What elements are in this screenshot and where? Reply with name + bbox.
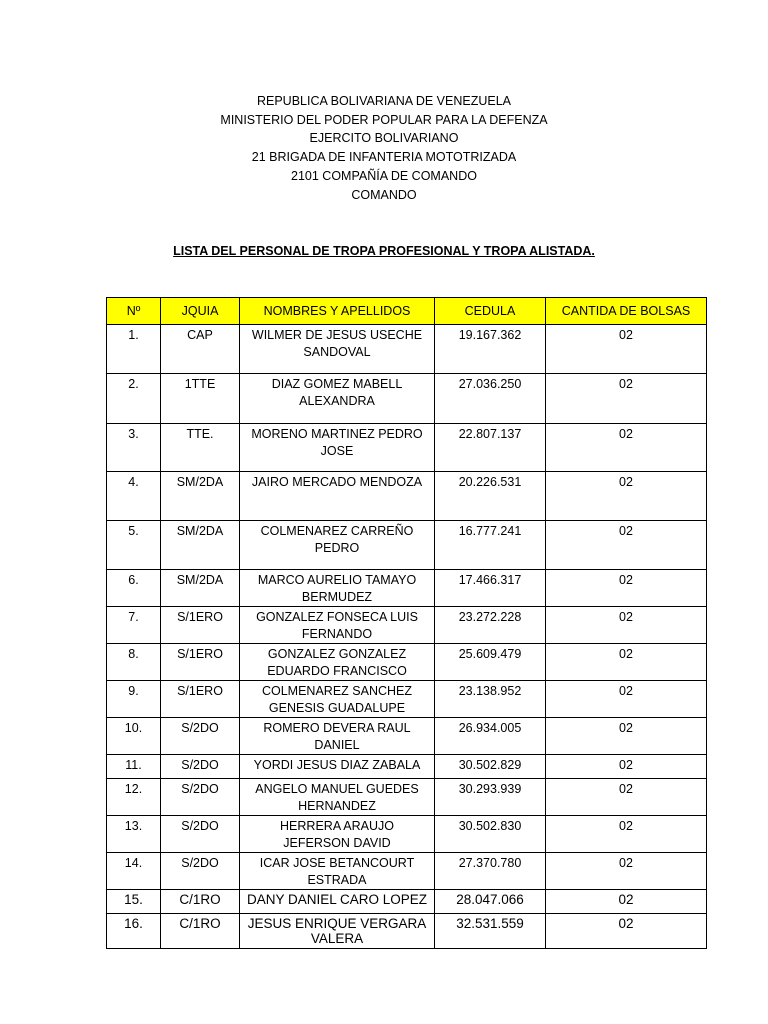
cell-number: 2. — [107, 374, 161, 424]
table-row — [107, 755, 707, 779]
cell-id: 27.036.250 — [435, 374, 546, 424]
cell-name: JAIRO MERCADO MENDOZA — [240, 472, 435, 521]
cell-rank: SM/2DA — [161, 570, 240, 607]
cell-name: ICAR JOSE BETANCOURT ESTRADA — [240, 853, 435, 890]
cell-bags: 02 — [546, 914, 707, 949]
cell-bags: 02 — [546, 472, 707, 521]
cell-number: 16. — [107, 914, 161, 949]
cell-id: 32.531.559 — [435, 914, 546, 949]
table-row — [107, 644, 707, 681]
cell-number: 7. — [107, 607, 161, 644]
cell-name: HERRERA ARAUJO JEFERSON DAVID — [240, 816, 435, 853]
cell-id: 17.466.317 — [435, 570, 546, 607]
cell-name: DANY DANIEL CARO LOPEZ — [240, 890, 435, 914]
table-row — [107, 779, 707, 816]
cell-rank: CAP — [161, 325, 240, 374]
cell-id: 25.609.479 — [435, 644, 546, 681]
cell-id: 26.934.005 — [435, 718, 546, 755]
cell-name: YORDI JESUS DIAZ ZABALA — [240, 755, 435, 779]
letterhead-line-brigade: 21 BRIGADA DE INFANTERIA MOTOTRIZADA — [251, 150, 517, 165]
cell-id: 30.502.830 — [435, 816, 546, 853]
table-row — [107, 681, 707, 718]
cell-bags: 02 — [546, 779, 707, 816]
cell-number: 14. — [107, 853, 161, 890]
cell-name: DIAZ GOMEZ MABELL ALEXANDRA — [240, 374, 435, 424]
cell-rank: S/1ERO — [161, 644, 240, 681]
letterhead-line-command: COMANDO — [351, 187, 417, 202]
cell-bags: 02 — [546, 890, 707, 914]
cell-bags: 02 — [546, 374, 707, 424]
letterhead-line-army: EJERCITO BOLIVARIANO — [309, 131, 459, 146]
letterhead-line-ministry: MINISTERIO DEL PODER POPULAR PARA LA DEFENZA — [220, 112, 548, 127]
table-row — [107, 890, 707, 914]
cell-rank: C/1RO — [161, 914, 240, 949]
cell-id: 23.272.228 — [435, 607, 546, 644]
cell-rank: SM/2DA — [161, 521, 240, 570]
table-row — [107, 521, 707, 570]
cell-rank: 1TTE — [161, 374, 240, 424]
cell-id: 23.138.952 — [435, 681, 546, 718]
cell-number: 11. — [107, 755, 161, 779]
cell-number: 3. — [107, 424, 161, 472]
cell-number: 12. — [107, 779, 161, 816]
cell-name: MORENO MARTINEZ PEDRO JOSE — [240, 424, 435, 472]
cell-rank: S/2DO — [161, 718, 240, 755]
personnel-table — [106, 297, 707, 949]
table-row — [107, 374, 707, 424]
cell-rank: S/2DO — [161, 853, 240, 890]
table-row — [107, 570, 707, 607]
column-header-rank: JQUIA — [161, 298, 240, 325]
cell-number: 13. — [107, 816, 161, 853]
cell-bags: 02 — [546, 718, 707, 755]
table-row — [107, 718, 707, 755]
cell-name: COLMENAREZ CARREÑO PEDRO — [240, 521, 435, 570]
column-header-name: NOMBRES Y APELLIDOS — [240, 298, 435, 325]
cell-number: 4. — [107, 472, 161, 521]
cell-number: 9. — [107, 681, 161, 718]
cell-number: 10. — [107, 718, 161, 755]
cell-rank: S/2DO — [161, 816, 240, 853]
table-row — [107, 607, 707, 644]
cell-id: 30.502.829 — [435, 755, 546, 779]
cell-bags: 02 — [546, 570, 707, 607]
cell-name: COLMENAREZ SANCHEZ GENESIS GUADALUPE — [240, 681, 435, 718]
cell-bags: 02 — [546, 755, 707, 779]
cell-name: WILMER DE JESUS USECHE SANDOVAL — [240, 325, 435, 374]
table-row — [107, 325, 707, 374]
table-row — [107, 853, 707, 890]
cell-rank: SM/2DA — [161, 472, 240, 521]
cell-rank: TTE. — [161, 424, 240, 472]
letterhead — [0, 92, 768, 204]
cell-number: 5. — [107, 521, 161, 570]
cell-id: 20.226.531 — [435, 472, 546, 521]
cell-name: ANGELO MANUEL GUEDES HERNANDEZ — [240, 779, 435, 816]
cell-id: 27.370.780 — [435, 853, 546, 890]
cell-bags: 02 — [546, 607, 707, 644]
cell-number: 6. — [107, 570, 161, 607]
letterhead-line-company: 2101 COMPAÑÍA DE COMANDO — [291, 168, 477, 183]
cell-name: GONZALEZ GONZALEZ EDUARDO FRANCISCO — [240, 644, 435, 681]
cell-bags: 02 — [546, 424, 707, 472]
table-header-row — [107, 298, 707, 325]
cell-rank: C/1RO — [161, 890, 240, 914]
cell-bags: 02 — [546, 853, 707, 890]
cell-bags: 02 — [546, 521, 707, 570]
column-header-bags: CANTIDA DE BOLSAS — [546, 298, 707, 325]
cell-number: 15. — [107, 890, 161, 914]
cell-bags: 02 — [546, 644, 707, 681]
cell-id: 30.293.939 — [435, 779, 546, 816]
cell-bags: 02 — [546, 325, 707, 374]
cell-bags: 02 — [546, 681, 707, 718]
cell-number: 1. — [107, 325, 161, 374]
document-title: LISTA DEL PERSONAL DE TROPA PROFESIONAL Y TROPA ALISTADA. — [173, 244, 595, 258]
cell-name: MARCO AURELIO TAMAYO BERMUDEZ — [240, 570, 435, 607]
table-row — [107, 914, 707, 949]
table-row — [107, 424, 707, 472]
cell-bags: 02 — [546, 816, 707, 853]
cell-rank: S/1ERO — [161, 681, 240, 718]
cell-id: 19.167.362 — [435, 325, 546, 374]
cell-rank: S/1ERO — [161, 607, 240, 644]
cell-rank: S/2DO — [161, 779, 240, 816]
cell-name: JESUS ENRIQUE VERGARA VALERA — [240, 914, 435, 949]
cell-number: 8. — [107, 644, 161, 681]
cell-name: GONZALEZ FONSECA LUIS FERNANDO — [240, 607, 435, 644]
cell-rank: S/2DO — [161, 755, 240, 779]
cell-id: 22.807.137 — [435, 424, 546, 472]
cell-id: 28.047.066 — [435, 890, 546, 914]
cell-name: ROMERO DEVERA RAUL DANIEL — [240, 718, 435, 755]
column-header-number: Nº — [107, 298, 161, 325]
cell-id: 16.777.241 — [435, 521, 546, 570]
table-row — [107, 472, 707, 521]
column-header-id: CEDULA — [435, 298, 546, 325]
table-row — [107, 816, 707, 853]
letterhead-line-republic: REPUBLICA BOLIVARIANA DE VENEZUELA — [256, 94, 512, 108]
